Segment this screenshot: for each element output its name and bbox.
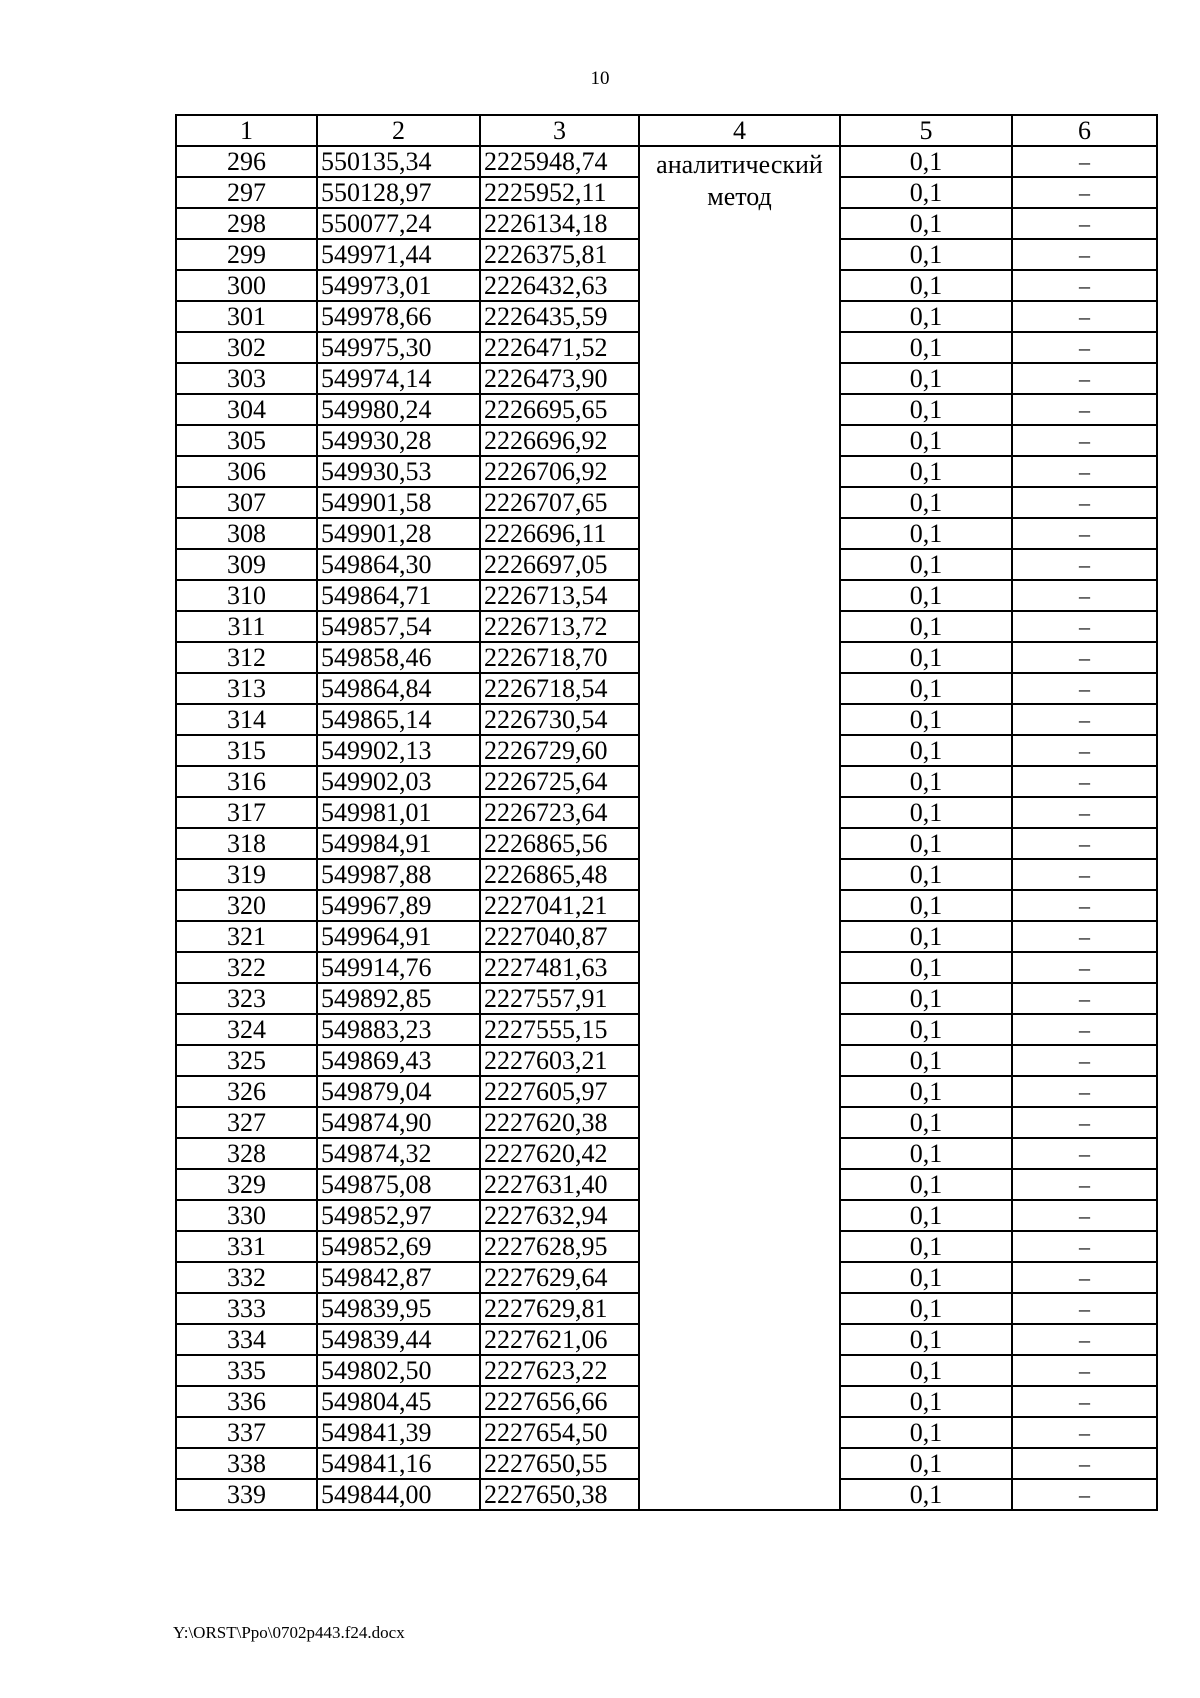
- x-coordinate-cell: 549902,03: [317, 766, 480, 797]
- accuracy-cell: 0,1: [840, 1479, 1012, 1510]
- column-header-1: 1: [176, 115, 317, 146]
- y-coordinate-cell: 2226471,52: [480, 332, 639, 363]
- accuracy-cell: 0,1: [840, 1324, 1012, 1355]
- y-coordinate-cell: 2227650,55: [480, 1448, 639, 1479]
- point-number-cell: 309: [176, 549, 317, 580]
- accuracy-cell: 0,1: [840, 611, 1012, 642]
- description-cell: –: [1012, 1417, 1157, 1448]
- point-number-cell: 328: [176, 1138, 317, 1169]
- point-number-cell: 316: [176, 766, 317, 797]
- y-coordinate-cell: 2226707,65: [480, 487, 639, 518]
- accuracy-cell: 0,1: [840, 1200, 1012, 1231]
- x-coordinate-cell: 549930,53: [317, 456, 480, 487]
- accuracy-cell: 0,1: [840, 1262, 1012, 1293]
- accuracy-cell: 0,1: [840, 735, 1012, 766]
- x-coordinate-cell: 549879,04: [317, 1076, 480, 1107]
- point-number-cell: 311: [176, 611, 317, 642]
- y-coordinate-cell: 2226713,54: [480, 580, 639, 611]
- x-coordinate-cell: 549883,23: [317, 1014, 480, 1045]
- point-number-cell: 315: [176, 735, 317, 766]
- point-number-cell: 300: [176, 270, 317, 301]
- table-row: [176, 146, 1157, 177]
- point-number-cell: 331: [176, 1231, 317, 1262]
- y-coordinate-cell: 2227603,21: [480, 1045, 639, 1076]
- point-number-cell: 330: [176, 1200, 317, 1231]
- accuracy-cell: 0,1: [840, 1386, 1012, 1417]
- accuracy-cell: 0,1: [840, 425, 1012, 456]
- y-coordinate-cell: 2226432,63: [480, 270, 639, 301]
- page-number: 10: [590, 68, 610, 89]
- x-coordinate-cell: 549841,16: [317, 1448, 480, 1479]
- y-coordinate-cell: 2226435,59: [480, 301, 639, 332]
- description-cell: –: [1012, 921, 1157, 952]
- point-number-cell: 321: [176, 921, 317, 952]
- x-coordinate-cell: 549864,71: [317, 580, 480, 611]
- x-coordinate-cell: 549980,24: [317, 394, 480, 425]
- y-coordinate-cell: 2226718,70: [480, 642, 639, 673]
- x-coordinate-cell: 549865,14: [317, 704, 480, 735]
- point-number-cell: 304: [176, 394, 317, 425]
- column-header-5: 5: [840, 115, 1012, 146]
- column-header-3: 3: [480, 115, 639, 146]
- accuracy-cell: 0,1: [840, 952, 1012, 983]
- accuracy-cell: 0,1: [840, 363, 1012, 394]
- y-coordinate-cell: 2227656,66: [480, 1386, 639, 1417]
- x-coordinate-cell: 549875,08: [317, 1169, 480, 1200]
- point-number-cell: 327: [176, 1107, 317, 1138]
- y-coordinate-cell: 2226725,64: [480, 766, 639, 797]
- y-coordinate-cell: 2226729,60: [480, 735, 639, 766]
- accuracy-cell: 0,1: [840, 239, 1012, 270]
- x-coordinate-cell: 549930,28: [317, 425, 480, 456]
- description-cell: –: [1012, 487, 1157, 518]
- y-coordinate-cell: 2226865,48: [480, 859, 639, 890]
- point-number-cell: 332: [176, 1262, 317, 1293]
- description-cell: –: [1012, 890, 1157, 921]
- description-cell: –: [1012, 208, 1157, 239]
- y-coordinate-cell: 2226697,05: [480, 549, 639, 580]
- accuracy-cell: 0,1: [840, 642, 1012, 673]
- y-coordinate-cell: 2225948,74: [480, 146, 639, 177]
- y-coordinate-cell: 2227605,97: [480, 1076, 639, 1107]
- y-coordinate-cell: 2226730,54: [480, 704, 639, 735]
- y-coordinate-cell: 2227628,95: [480, 1231, 639, 1262]
- point-number-cell: 317: [176, 797, 317, 828]
- y-coordinate-cell: 2227623,22: [480, 1355, 639, 1386]
- description-cell: –: [1012, 518, 1157, 549]
- description-cell: –: [1012, 1479, 1157, 1510]
- x-coordinate-cell: 549804,45: [317, 1386, 480, 1417]
- accuracy-cell: 0,1: [840, 1076, 1012, 1107]
- accuracy-cell: 0,1: [840, 146, 1012, 177]
- point-number-cell: 312: [176, 642, 317, 673]
- point-number-cell: 338: [176, 1448, 317, 1479]
- accuracy-cell: 0,1: [840, 1355, 1012, 1386]
- accuracy-cell: 0,1: [840, 270, 1012, 301]
- y-coordinate-cell: 2227632,94: [480, 1200, 639, 1231]
- point-number-cell: 323: [176, 983, 317, 1014]
- x-coordinate-cell: 549839,44: [317, 1324, 480, 1355]
- point-number-cell: 335: [176, 1355, 317, 1386]
- description-cell: –: [1012, 1324, 1157, 1355]
- y-coordinate-cell: 2227621,06: [480, 1324, 639, 1355]
- description-cell: –: [1012, 1386, 1157, 1417]
- x-coordinate-cell: 549852,97: [317, 1200, 480, 1231]
- description-cell: –: [1012, 1045, 1157, 1076]
- description-cell: –: [1012, 425, 1157, 456]
- point-number-cell: 322: [176, 952, 317, 983]
- x-coordinate-cell: 549802,50: [317, 1355, 480, 1386]
- description-cell: –: [1012, 797, 1157, 828]
- point-number-cell: 336: [176, 1386, 317, 1417]
- description-cell: –: [1012, 177, 1157, 208]
- description-cell: –: [1012, 859, 1157, 890]
- point-number-cell: 337: [176, 1417, 317, 1448]
- description-cell: –: [1012, 983, 1157, 1014]
- description-cell: –: [1012, 828, 1157, 859]
- y-coordinate-cell: 2227555,15: [480, 1014, 639, 1045]
- accuracy-cell: 0,1: [840, 921, 1012, 952]
- y-coordinate-cell: 2227620,38: [480, 1107, 639, 1138]
- point-number-cell: 314: [176, 704, 317, 735]
- x-coordinate-cell: 549978,66: [317, 301, 480, 332]
- y-coordinate-cell: 2226865,56: [480, 828, 639, 859]
- x-coordinate-cell: 549852,69: [317, 1231, 480, 1262]
- point-number-cell: 308: [176, 518, 317, 549]
- description-cell: –: [1012, 611, 1157, 642]
- x-coordinate-cell: 550135,34: [317, 146, 480, 177]
- accuracy-cell: 0,1: [840, 859, 1012, 890]
- accuracy-cell: 0,1: [840, 1169, 1012, 1200]
- x-coordinate-cell: 549842,87: [317, 1262, 480, 1293]
- accuracy-cell: 0,1: [840, 828, 1012, 859]
- x-coordinate-cell: 550077,24: [317, 208, 480, 239]
- accuracy-cell: 0,1: [840, 301, 1012, 332]
- point-number-cell: 296: [176, 146, 317, 177]
- accuracy-cell: 0,1: [840, 766, 1012, 797]
- y-coordinate-cell: 2226718,54: [480, 673, 639, 704]
- x-coordinate-cell: 549858,46: [317, 642, 480, 673]
- y-coordinate-cell: 2226706,92: [480, 456, 639, 487]
- x-coordinate-cell: 549974,14: [317, 363, 480, 394]
- description-cell: –: [1012, 1355, 1157, 1386]
- accuracy-cell: 0,1: [840, 1045, 1012, 1076]
- point-number-cell: 297: [176, 177, 317, 208]
- description-cell: –: [1012, 301, 1157, 332]
- accuracy-cell: 0,1: [840, 487, 1012, 518]
- description-cell: –: [1012, 1169, 1157, 1200]
- description-cell: –: [1012, 1200, 1157, 1231]
- x-coordinate-cell: 549864,84: [317, 673, 480, 704]
- accuracy-cell: 0,1: [840, 704, 1012, 735]
- x-coordinate-cell: 549892,85: [317, 983, 480, 1014]
- point-number-cell: 339: [176, 1479, 317, 1510]
- description-cell: –: [1012, 332, 1157, 363]
- x-coordinate-cell: 549869,43: [317, 1045, 480, 1076]
- x-coordinate-cell: 550128,97: [317, 177, 480, 208]
- description-cell: –: [1012, 735, 1157, 766]
- accuracy-cell: 0,1: [840, 983, 1012, 1014]
- accuracy-cell: 0,1: [840, 797, 1012, 828]
- x-coordinate-cell: 549914,76: [317, 952, 480, 983]
- y-coordinate-cell: 2227040,87: [480, 921, 639, 952]
- description-cell: –: [1012, 642, 1157, 673]
- y-coordinate-cell: 2227650,38: [480, 1479, 639, 1510]
- x-coordinate-cell: 549844,00: [317, 1479, 480, 1510]
- accuracy-cell: 0,1: [840, 549, 1012, 580]
- y-coordinate-cell: 2227557,91: [480, 983, 639, 1014]
- x-coordinate-cell: 549964,91: [317, 921, 480, 952]
- y-coordinate-cell: 2226473,90: [480, 363, 639, 394]
- point-number-cell: 325: [176, 1045, 317, 1076]
- table-header-row: [176, 115, 1157, 146]
- y-coordinate-cell: 2227041,21: [480, 890, 639, 921]
- accuracy-cell: 0,1: [840, 1293, 1012, 1324]
- accuracy-cell: 0,1: [840, 332, 1012, 363]
- accuracy-cell: 0,1: [840, 673, 1012, 704]
- description-cell: –: [1012, 1448, 1157, 1479]
- point-number-cell: 320: [176, 890, 317, 921]
- point-number-cell: 306: [176, 456, 317, 487]
- accuracy-cell: 0,1: [840, 518, 1012, 549]
- description-cell: –: [1012, 952, 1157, 983]
- y-coordinate-cell: 2227631,40: [480, 1169, 639, 1200]
- table-body: [176, 115, 1157, 1510]
- description-cell: –: [1012, 1107, 1157, 1138]
- accuracy-cell: 0,1: [840, 1448, 1012, 1479]
- y-coordinate-cell: 2226696,92: [480, 425, 639, 456]
- description-cell: –: [1012, 1076, 1157, 1107]
- accuracy-cell: 0,1: [840, 456, 1012, 487]
- x-coordinate-cell: 549901,58: [317, 487, 480, 518]
- description-cell: –: [1012, 363, 1157, 394]
- point-number-cell: 302: [176, 332, 317, 363]
- x-coordinate-cell: 549987,88: [317, 859, 480, 890]
- accuracy-cell: 0,1: [840, 1231, 1012, 1262]
- method-cell: аналитический метод: [639, 146, 840, 1510]
- y-coordinate-cell: 2227481,63: [480, 952, 639, 983]
- description-cell: –: [1012, 549, 1157, 580]
- x-coordinate-cell: 549975,30: [317, 332, 480, 363]
- column-header-4: 4: [639, 115, 840, 146]
- point-number-cell: 324: [176, 1014, 317, 1045]
- point-number-cell: 301: [176, 301, 317, 332]
- description-cell: –: [1012, 270, 1157, 301]
- description-cell: –: [1012, 766, 1157, 797]
- footer-file-path: Y:\ORST\Ppo\0702p443.f24.docx: [173, 1623, 405, 1642]
- description-cell: –: [1012, 456, 1157, 487]
- y-coordinate-cell: 2226695,65: [480, 394, 639, 425]
- point-number-cell: 307: [176, 487, 317, 518]
- column-header-2: 2: [317, 115, 480, 146]
- accuracy-cell: 0,1: [840, 1417, 1012, 1448]
- description-cell: –: [1012, 1014, 1157, 1045]
- y-coordinate-cell: 2227620,42: [480, 1138, 639, 1169]
- accuracy-cell: 0,1: [840, 890, 1012, 921]
- point-number-cell: 326: [176, 1076, 317, 1107]
- point-number-cell: 313: [176, 673, 317, 704]
- y-coordinate-cell: 2226723,64: [480, 797, 639, 828]
- point-number-cell: 298: [176, 208, 317, 239]
- y-coordinate-cell: 2225952,11: [480, 177, 639, 208]
- description-cell: –: [1012, 1262, 1157, 1293]
- description-cell: –: [1012, 1138, 1157, 1169]
- x-coordinate-cell: 549902,13: [317, 735, 480, 766]
- x-coordinate-cell: 549839,95: [317, 1293, 480, 1324]
- point-number-cell: 303: [176, 363, 317, 394]
- y-coordinate-cell: 2227654,50: [480, 1417, 639, 1448]
- accuracy-cell: 0,1: [840, 1138, 1012, 1169]
- x-coordinate-cell: 549981,01: [317, 797, 480, 828]
- y-coordinate-cell: 2226713,72: [480, 611, 639, 642]
- y-coordinate-cell: 2227629,64: [480, 1262, 639, 1293]
- description-cell: –: [1012, 704, 1157, 735]
- x-coordinate-cell: 549967,89: [317, 890, 480, 921]
- column-header-6: 6: [1012, 115, 1157, 146]
- description-cell: –: [1012, 239, 1157, 270]
- description-cell: –: [1012, 394, 1157, 425]
- coordinates-table: [175, 114, 1158, 1511]
- x-coordinate-cell: 549874,32: [317, 1138, 480, 1169]
- accuracy-cell: 0,1: [840, 1014, 1012, 1045]
- point-number-cell: 329: [176, 1169, 317, 1200]
- point-number-cell: 334: [176, 1324, 317, 1355]
- accuracy-cell: 0,1: [840, 1107, 1012, 1138]
- x-coordinate-cell: 549973,01: [317, 270, 480, 301]
- x-coordinate-cell: 549874,90: [317, 1107, 480, 1138]
- description-cell: –: [1012, 1293, 1157, 1324]
- accuracy-cell: 0,1: [840, 177, 1012, 208]
- accuracy-cell: 0,1: [840, 208, 1012, 239]
- description-cell: –: [1012, 1231, 1157, 1262]
- point-number-cell: 310: [176, 580, 317, 611]
- x-coordinate-cell: 549901,28: [317, 518, 480, 549]
- x-coordinate-cell: 549857,54: [317, 611, 480, 642]
- x-coordinate-cell: 549971,44: [317, 239, 480, 270]
- description-cell: –: [1012, 580, 1157, 611]
- y-coordinate-cell: 2227629,81: [480, 1293, 639, 1324]
- description-cell: –: [1012, 146, 1157, 177]
- point-number-cell: 305: [176, 425, 317, 456]
- accuracy-cell: 0,1: [840, 580, 1012, 611]
- point-number-cell: 318: [176, 828, 317, 859]
- point-number-cell: 319: [176, 859, 317, 890]
- x-coordinate-cell: 549984,91: [317, 828, 480, 859]
- y-coordinate-cell: 2226696,11: [480, 518, 639, 549]
- y-coordinate-cell: 2226375,81: [480, 239, 639, 270]
- x-coordinate-cell: 549864,30: [317, 549, 480, 580]
- x-coordinate-cell: 549841,39: [317, 1417, 480, 1448]
- point-number-cell: 333: [176, 1293, 317, 1324]
- description-cell: –: [1012, 673, 1157, 704]
- point-number-cell: 299: [176, 239, 317, 270]
- y-coordinate-cell: 2226134,18: [480, 208, 639, 239]
- accuracy-cell: 0,1: [840, 394, 1012, 425]
